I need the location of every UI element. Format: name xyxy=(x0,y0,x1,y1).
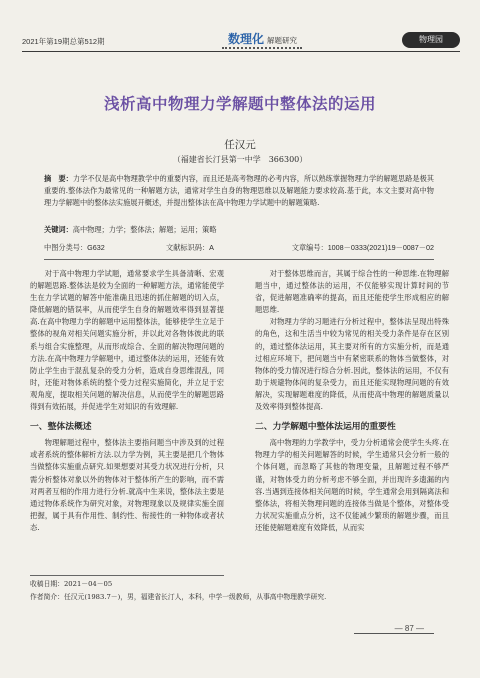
abstract-text: 力学不仅是高中物理教学中的重要内容，而且还是高考物理的必考内容，所以熟练掌握物理力学的解题思路是极其重要的.整体法作为最常见的一种解题方法，通常对学生自身的物理思维以及解题能力要求较高.基于此，本文主要对高中物理力学解题中的整体法实施展开概述，并提出整体法在高中物理力学试题中的解题策略. xyxy=(44,174,434,207)
column-name: 数理化 xyxy=(228,32,265,46)
footnote-rule xyxy=(30,575,224,576)
column-title xyxy=(228,30,297,47)
article-number: 文章编号：1008－0333(2021)19－0087－02 xyxy=(291,243,434,252)
issue-label: 2021年第19期总第512期 xyxy=(22,37,105,46)
keywords-text: 高中物理；力学；整体法；解题；运用；策略 xyxy=(72,225,217,234)
article-title: 浅析高中物理力学解题中整体法的运用 xyxy=(103,96,376,113)
meta-rule xyxy=(44,259,434,260)
section-badge: 物理园 xyxy=(402,32,460,48)
abstract xyxy=(44,173,434,209)
paragraph: 对于整体思维而言，其属于综合性的一种思维.在物理解题当中，通过整体法的运用，不仅能够实现计算时间的节省，促进解题准确率的提高，而且还能使学生形成相应的解题思维. xyxy=(255,269,449,315)
right-column xyxy=(255,268,449,534)
column-subtitle: 解题研究 xyxy=(267,36,298,45)
article-author: 任汉元 xyxy=(224,139,256,151)
page-number-rule xyxy=(354,633,434,634)
running-header xyxy=(22,32,460,54)
document-code: 文献标识码：A xyxy=(166,243,214,252)
paragraph: 高中物理的力学教学中，受力分析通常会使学生头疼.在物理力学的相关问题解答的时候，学生通常只会分析一般的个体问题，而忽略了其他的物理变量，且解题过程不够严谨，对物体受力的分析考虑不够全面，并出现许多遗漏的内容.当遇到连接体相关问题的时候，学生通常会用到隔离法和整体法，将相关物理问题的连接体当做是个整体，对整体受力状况实施重点分析，这不仅能减少繁琐的解题步骤，而且还能使解题难度有效降低，从而实 xyxy=(255,438,449,532)
section-heading: 一、整体法概述 xyxy=(30,421,92,432)
paragraph: 物理解题过程中，整体法主要指问题当中涉及到的过程或者系统的整体解析方法.以力学为例，其主要是把几个物体当做整体实施重点研究.如果想要对其受力状况进行分析，只需分析整体对象以外的物体对于整体所产生的影响，而不需对两者互相的作用力进行分析.就高中生来说，整体法主要是通过物体系统作为研究对象，对物理现象以及规律实施全面把握，属于具有作用性、制约性、衔接性的一种物体或者状态. xyxy=(30,438,224,532)
header-rule xyxy=(22,51,460,52)
classification-line xyxy=(44,243,434,255)
keywords xyxy=(44,224,434,236)
keywords-label: 关键词： xyxy=(44,225,73,234)
page-number: — 87 — xyxy=(394,624,424,633)
paragraph: 对于高中物理力学试题，通常要求学生具备清晰、宏观的解题思路.整体法是较为全面的一种解题方法，通常能使学生在力学试题的解答中能准确且迅速的抓住解题的切入点，降低解题的错误率，从而使学生自身的解题效率得到显著提高.在高中物理力学的解题中运用整体法，能够使学生立足于整体的视角对相关问题实施分析，并以此对各物体彼此的联系与组合实施整理，从而形成综合、全面的解决物理问题的方法.在高中物理力学解题中，通过整体法的运用，还能有效防止学生由于混乱复杂的受力分析，造成自身思维混乱，同时，还能对物体系统的整个受力过程实施简化，并立足于宏观角度，提取相关问题的解决信息，从而使学生的解题思路得到有效拓展，并促进学生对知识的有效理解. xyxy=(30,269,224,412)
author-bio: 作者简介：任汉元(1983.7－)，男，福建省长汀人，本科，中学一级教师，从事高中物理教学研究. xyxy=(30,593,327,601)
clc-number: 中图分类号：G632 xyxy=(44,243,105,252)
paragraph: 对物理力学的习题进行分析过程中，整体法呈现出特殊的角色，这和生活当中较为常见的相关受力条件是存在区别的，通过整体法运用，其主要对所有的方实施分析，而是通过相应环境下，把问题当中有紧密联系的物体当做整体，对物体的受力情况进行综合分析.因此，整体法的运用，不仅有助于规避物体间的复杂受力，而且还能实现物理问题的有效解决，实现解题难度的降低，从而使高中物理的解题质量以及效率得到整体提高. xyxy=(255,317,449,412)
header-dot-divider xyxy=(222,47,302,49)
section-heading: 二、力学解题中整体法运用的重要性 xyxy=(255,421,396,432)
footnote xyxy=(30,578,434,604)
received-date: 收稿日期：2021－04－05 xyxy=(30,580,113,588)
author-affiliation: （福建省长汀县第一中学 366300） xyxy=(172,155,308,164)
left-column xyxy=(30,268,224,534)
abstract-label: 摘 要： xyxy=(44,174,73,183)
